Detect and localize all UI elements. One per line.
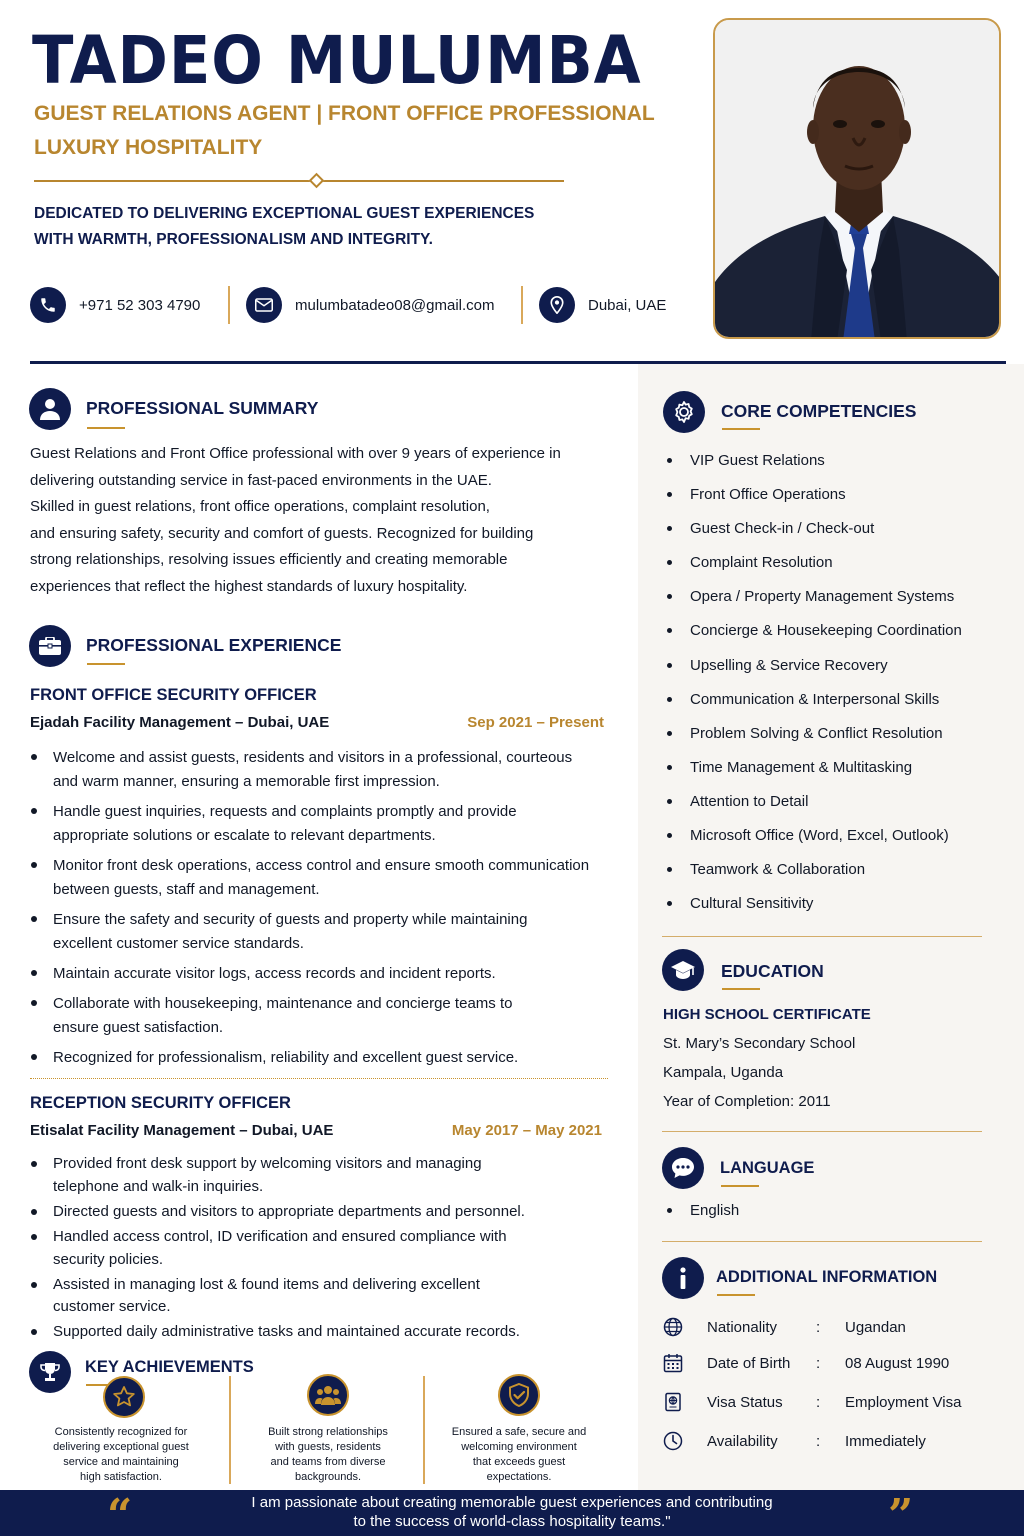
job-bullet (29, 1274, 624, 1320)
phone-number[interactable]: +971 52 303 4790 (79, 297, 201, 314)
job-bullet-line: customer service. (53, 1298, 171, 1316)
summary-line: Guest Relations and Front Office professional with over 9 years of experience in (30, 445, 561, 462)
star-icon (103, 1376, 145, 1418)
heading-underline (717, 1294, 755, 1296)
summary-line: and ensuring safety, security and comfort of guests. Recognized for building (30, 524, 534, 542)
school-name: St. Mary’s Secondary School (663, 1035, 856, 1052)
job-bullet-line: telephone and walk-in inquiries. (53, 1177, 264, 1195)
competency-item: Opera / Property Management Systems (666, 585, 962, 619)
divider-diamond (309, 173, 325, 189)
summary-line: Skilled in guest relations, front office operations, complaint resolution, (30, 498, 490, 516)
summary-line: experiences that reflect the highest standards of luxury hospitality. (30, 577, 468, 595)
degree: HIGH SCHOOL CERTIFICATE (663, 1006, 871, 1023)
info-value: Employment Visa (845, 1394, 962, 1411)
language-item: English (666, 1199, 739, 1233)
summary-line: delivering outstanding service in fast-paced environments in the UAE. (30, 471, 492, 489)
achievement-line: expectations. (486, 1471, 552, 1483)
job-separator (30, 1078, 608, 1079)
email-address[interactable]: mulumbatadeo08@gmail.com (295, 297, 495, 314)
briefcase-icon (29, 625, 71, 667)
achievement-line: that exceeds guest (472, 1456, 566, 1468)
achievement-text (434, 1425, 604, 1485)
info-colon: : (816, 1433, 821, 1450)
job-bullet-line: Provided front desk support by welcoming visitors and managing (53, 1155, 482, 1172)
competency-item: VIP Guest Relations (666, 449, 962, 483)
achievements-heading: KEY ACHIEVEMENTS (85, 1358, 254, 1376)
job-bullet-line: Recognized for professionalism, reliability and excellent guest service. (53, 1049, 519, 1066)
job-bullet-line: ensure guest satisfaction. (53, 1019, 224, 1036)
achievement-line: welcoming environment (461, 1441, 577, 1453)
job-bullet-line: Maintain accurate visitor logs, access records and incident reports. (53, 965, 496, 982)
job-bullet-line: Directed guests and visitors to appropriate departments and personnel. (53, 1202, 525, 1220)
job-bullet-line: Monitor front desk operations, access control and ensure smooth communication (53, 857, 590, 874)
panel-divider (662, 1241, 982, 1242)
info-value: 08 August 1990 (845, 1355, 950, 1372)
job-bullet-line: excellent customer service standards. (53, 935, 304, 952)
job-bullet (29, 962, 624, 986)
job-bullet (29, 1153, 624, 1199)
heading-underline (721, 1185, 759, 1187)
language-list (666, 1199, 739, 1233)
job-bullet (29, 800, 624, 848)
achievement-line: Ensured a safe, secure and (451, 1426, 587, 1438)
job-bullet (29, 1226, 624, 1272)
achievement-line: with guests, residents (275, 1441, 381, 1453)
job-bullets (29, 1153, 624, 1346)
footer-quote-line: to the success of world-class hospitality teams." (353, 1512, 671, 1530)
tagline-line-2: WITH WARMTH, PROFESSIONALISM AND INTEGRITY. (34, 231, 433, 248)
chat-bubble-icon (662, 1147, 704, 1189)
competency-item: Communication & Interpersonal Skills (666, 688, 962, 722)
gear-icon (663, 391, 705, 433)
shield-check-icon (498, 1374, 540, 1416)
job-bullet (29, 908, 624, 956)
completion-year: Year of Completion: 2011 (663, 1093, 831, 1110)
achievement-line: high satisfaction. (80, 1471, 162, 1483)
job-company: Etisalat Facility Management – Dubai, UAE (30, 1122, 334, 1139)
competency-item: Front Office Operations (666, 483, 962, 517)
panel-divider (662, 1131, 982, 1132)
graduation-cap-icon (662, 949, 704, 991)
job-bullet (29, 992, 624, 1040)
job-bullet-line: security policies. (53, 1250, 164, 1268)
achievement-line: delivering exceptional guest (53, 1441, 189, 1453)
location-pin-icon (539, 287, 575, 323)
info-colon: : (816, 1355, 821, 1372)
competency-item: Attention to Detail (666, 790, 962, 824)
info-colon: : (816, 1319, 821, 1336)
person-icon (29, 388, 71, 430)
achievement-line: Consistently recognized for (54, 1426, 188, 1438)
job-bullet-line: Handle guest inquiries, requests and complaints promptly and provide (53, 803, 517, 820)
achievement-line: service and maintaining (63, 1456, 179, 1468)
heading-underline (87, 663, 125, 665)
people-icon (307, 1374, 349, 1416)
job-title: RECEPTION SECURITY OFFICER (30, 1094, 291, 1112)
job-bullet-line: Ensure the safety and security of guests and property while maintaining (53, 911, 528, 928)
heading-underline (722, 428, 760, 430)
job-bullet-line: Collaborate with housekeeping, maintenance and concierge teams to (53, 995, 513, 1012)
school-location: Kampala, Uganda (663, 1064, 784, 1081)
location: Dubai, UAE (588, 297, 667, 314)
job-bullet-line: Assisted in managing lost & found items and delivering excellent (53, 1275, 480, 1293)
footer-quote-line: I am passionate about creating memorable guest experiences and contributing (251, 1494, 773, 1511)
info-label: Visa Status (707, 1394, 783, 1411)
job-bullet-line: and warm manner, ensuring a memorable first impression. (53, 773, 440, 790)
summary-text (30, 441, 630, 601)
competency-item: Cultural Sensitivity (666, 892, 962, 926)
calendar-icon (663, 1353, 683, 1373)
competency-item: Problem Solving & Conflict Resolution (666, 722, 962, 756)
job-bullet (29, 1046, 624, 1070)
candidate-name: TADEO MULUMBA (32, 22, 642, 99)
competency-item: Complaint Resolution (666, 551, 962, 585)
header-divider (34, 180, 564, 182)
competency-item: Teamwork & Collaboration (666, 858, 962, 892)
competency-item: Guest Check-in / Check-out (666, 517, 962, 551)
heading-underline (722, 988, 760, 990)
contact-separator (521, 286, 523, 324)
additional-info-heading: ADDITIONAL INFORMATION (716, 1268, 938, 1286)
heading-underline (87, 427, 125, 429)
job-dates: May 2017 – May 2021 (451, 1122, 602, 1139)
info-label: Availability (707, 1433, 778, 1450)
achievement-line: Built strong relationships (268, 1426, 388, 1438)
competency-item: Upselling & Service Recovery (666, 654, 962, 688)
info-value: Ugandan (845, 1319, 906, 1336)
achievement-line: backgrounds. (294, 1471, 362, 1483)
competencies-heading: CORE COMPETENCIES (721, 401, 917, 421)
globe-icon (663, 1317, 683, 1337)
info-label: Nationality (707, 1319, 778, 1336)
job-bullet (29, 1321, 624, 1344)
competency-item: Time Management & Multitasking (666, 756, 962, 790)
info-value: Immediately (845, 1433, 926, 1450)
experience-heading: PROFESSIONAL EXPERIENCE (86, 635, 342, 655)
job-bullet (29, 1201, 624, 1224)
job-title: FRONT OFFICE SECURITY OFFICER (30, 686, 317, 704)
job-subtitle: GUEST RELATIONS AGENT | FRONT OFFICE PROFESSIONAL (34, 102, 655, 125)
summary-heading: PROFESSIONAL SUMMARY (86, 398, 319, 418)
contact-separator (228, 286, 230, 324)
language-heading: LANGUAGE (720, 1159, 815, 1177)
competency-item: Concierge & Housekeeping Coordination (666, 619, 962, 653)
job-bullet (29, 746, 624, 794)
job-bullet (29, 854, 624, 902)
footer-quote (180, 1494, 844, 1531)
education-heading: EDUCATION (721, 961, 824, 981)
passport-icon (663, 1392, 683, 1412)
industry-subtitle: LUXURY HOSPITALITY (34, 136, 263, 159)
job-company: Ejadah Facility Management – Dubai, UAE (30, 714, 330, 731)
competency-item: Microsoft Office (Word, Excel, Outlook) (666, 824, 962, 858)
achievement-separator (423, 1376, 425, 1484)
tagline-line-1: DEDICATED TO DELIVERING EXCEPTIONAL GUEST EXPERIENCES (34, 205, 535, 222)
job-bullet-line: Handled access control, ID verification and ensured compliance with (53, 1227, 507, 1245)
close-quote-icon: ” (888, 1490, 914, 1536)
job-bullet-line: Welcome and assist guests, residents and visitors in a professional, courteous (53, 749, 573, 766)
phone-icon (30, 287, 66, 323)
job-bullet-line: appropriate solutions or escalate to relevant departments. (53, 827, 436, 844)
job-bullets (29, 746, 624, 1076)
clock-icon (663, 1431, 683, 1451)
job-bullet-line: Supported daily administrative tasks and maintained accurate records. (53, 1323, 520, 1341)
achievement-text (36, 1425, 206, 1485)
email-icon (246, 287, 282, 323)
open-quote-icon: “ (107, 1490, 133, 1536)
job-bullet-line: between guests, staff and management. (53, 881, 320, 898)
profile-photo (713, 18, 1001, 339)
info-label: Date of Birth (707, 1355, 791, 1372)
achievement-separator (229, 1376, 231, 1484)
info-colon: : (816, 1394, 821, 1411)
panel-divider (662, 936, 982, 937)
achievement-text (243, 1425, 413, 1485)
job-dates: Sep 2021 – Present (467, 714, 604, 731)
info-icon (662, 1257, 704, 1299)
summary-line: strong relationships, resolving issues efficiently and creating memorable (30, 551, 508, 569)
trophy-icon (29, 1351, 71, 1393)
competencies-list (666, 449, 962, 926)
achievement-line: and teams from diverse (270, 1456, 386, 1468)
